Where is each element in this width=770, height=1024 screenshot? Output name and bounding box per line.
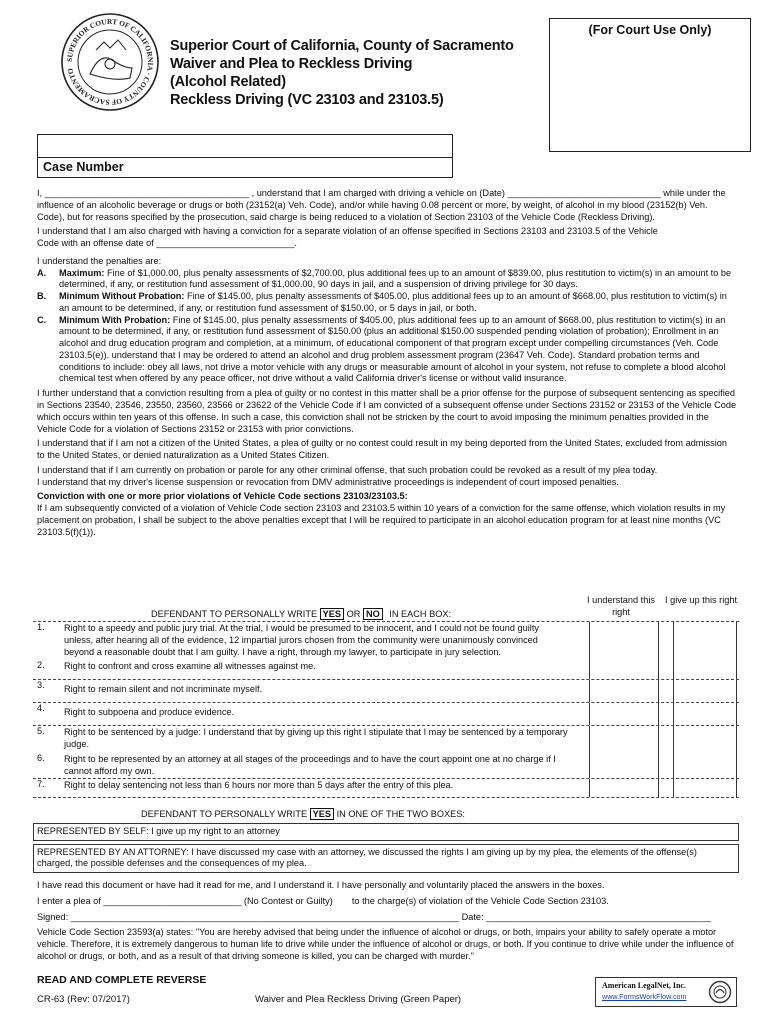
title-alcohol: (Alcohol Related) (170, 73, 286, 90)
rights-table (33, 595, 739, 798)
penalty-minimum-with-probation (37, 315, 737, 386)
right-row (33, 660, 739, 679)
penalties-intro: I understand the penalties are: (37, 255, 162, 266)
penalty-maximum (37, 268, 737, 292)
court-use-label: (For Court Use Only) (588, 23, 712, 37)
represented-by-attorney-box[interactable]: REPRESENTED BY AN ATTORNEY: I have discussed my case with an attorney, we discussed the rights I am giving up by my plea, the elements of the offense(s) charged, the possible defenses and the consequences of my plea. (33, 844, 739, 874)
col-understand-header: I understand this right (587, 595, 655, 617)
title-court: Superior Court of California, County of Sacramento (170, 38, 514, 54)
representation-instruction-text: DEFENDANT TO PERSONALLY WRITE (141, 809, 308, 819)
understand-box[interactable] (589, 726, 659, 753)
right-row (33, 679, 739, 702)
right-number: 4. (37, 703, 45, 713)
title-waiver: Waiver and Plea to Reckless Driving (170, 55, 413, 72)
separate-violation-paragraph: I understand that I am also charged with having a conviction for a separate violation of an offense specified in Sections 23103 and 23103.5 of the Vehicle (37, 226, 658, 237)
rep-yes-label: YES (310, 808, 334, 820)
penalty-minimum-without-probation (37, 291, 737, 315)
right-number: 1. (37, 622, 45, 632)
penalty-b-key: B. (37, 291, 47, 302)
citizenship-paragraph: I understand that if I am not a citizen of the United States, a plea of guilty or no contest could result in my being deported from the United States, excluded from admission to the United States, or denied naturalization as a United States Citizen. (37, 438, 727, 461)
form-name: Waiver and Plea Reckless Driving (Green Paper) (255, 994, 462, 1005)
prior-offense-paragraph: I further understand that a conviction resulting from a plea of guilty or no contest in this matter shall be a prior offense for the purpose of subsequent sentencing as specified in Sections 23540, 23546, 23550, 23560, 23566 or 23622 of the Vehicle Code if I am convicted of a subsequent offense under Sections 23152 or 23153 of the Vehicle Code which occurs within ten years of this offense. In such a case, this conviction shall not be stricken by the court to avoid imposing the minimum penalties provided in the Vehicle Code for a violation of Sections 23152 or 23153 with prior convictions. (37, 388, 737, 434)
rights-instruction-text: DEFENDANT TO PERSONALLY WRITE (151, 609, 318, 619)
giveup-box[interactable] (673, 779, 737, 797)
signature-section (37, 880, 737, 967)
giveup-box[interactable] (673, 660, 737, 679)
right-text: Right to remain silent and not incriminate myself. (64, 684, 263, 694)
title-statute: Reckless Driving (VC 23103 and 23103.5) (170, 91, 444, 108)
right-text: Right to a speedy and public jury trial. At the trial, I would be presumed to be innocent, and I could not be found guilty unless, after hearing all of the evidence, 12 impartial jurors chosen from the community were unanimously convinced beyond a reasonable doubt that I am guilty. I have a right, through my lawyer, to participate in jury selection. (64, 623, 539, 657)
understand-box[interactable] (589, 622, 659, 660)
form-title (170, 38, 540, 110)
offense-date-line: Code with an offense date of ___________________________. (37, 238, 297, 249)
form-body (37, 188, 737, 541)
represented-by-self-box[interactable]: REPRESENTED BY SELF: I give up my right to an attorney (33, 823, 739, 841)
right-row (33, 621, 739, 660)
representation-instruction (33, 809, 739, 821)
right-row (33, 753, 739, 778)
dmv-paragraph: I understand that my driver's license suspension or revocation from DMV administrative proceedings is independent of court imposed penalties. (37, 476, 619, 487)
understand-box[interactable] (589, 753, 659, 778)
right-number: 2. (37, 660, 45, 670)
giveup-box[interactable] (673, 703, 737, 725)
right-number: 3. (37, 680, 45, 690)
giveup-box[interactable] (673, 622, 737, 660)
case-number-label: Case Number (43, 160, 124, 174)
case-number-box[interactable] (37, 134, 453, 178)
penalty-a-label: Maximum: (59, 267, 105, 278)
publisher-emblem-icon (708, 980, 732, 1004)
right-row (33, 778, 739, 798)
understand-box[interactable] (589, 660, 659, 679)
right-row (33, 725, 739, 753)
right-text: Right to be represented by an attorney at all stages of the proceedings and to have the court appoint one at no charge if I cannot afford my own. (64, 754, 556, 776)
right-text: Right to subpoena and produce evidence. (64, 707, 235, 717)
case-number-divider (38, 157, 452, 158)
rights-instruction (151, 609, 451, 621)
rights-header (33, 595, 739, 621)
understand-box[interactable] (589, 680, 659, 702)
or-label: OR (346, 609, 361, 619)
publisher-logo (595, 977, 737, 1007)
giveup-box[interactable] (673, 753, 737, 778)
read-reverse-notice: READ AND COMPLETE REVERSE (37, 974, 207, 986)
yes-box-label: YES (320, 608, 344, 620)
right-number: 5. (37, 726, 45, 736)
penalty-c-text: Fine of $145.00, plus penalty assessments of $405.00, plus additional fees up to an amount of $668.00, plus restitution to victim(s) in an amount to be determined, if any, or restitution fund assessment of $150.00 (plus an additional $150.00 suspended pending violation of probation); Enrollment in an alcohol and drug education program and completion, at a minimum, of educational component of that program except under compelling circumstances (Veh. Code 23103.5(e)). understand that I may be ordered to attend an alcohol and drug problem assessment program (23647 Veh. Code). Standard probation terms and conditions to include: obey all laws, not drive a motor vehicle with any drugs or measurable amount of alcohol in your system, not refuse to complete a blood alcohol chemical test when offered by any peace officer, not drive without a valid California driver's license or without valid insurance. (59, 314, 726, 384)
giveup-box[interactable] (673, 726, 737, 753)
plea-line (37, 896, 737, 908)
prior-violations-heading: Conviction with one or more prior violations of Vehicle Code sections 23103/23103.5: (37, 491, 408, 502)
penalty-b-label: Minimum Without Probation: (59, 291, 185, 302)
court-use-box (549, 18, 751, 152)
signature-line[interactable]: Signed: ____________________________________________________________________________ Date: ____________________________________________ (37, 911, 711, 922)
rights-instruction-suffix: IN EACH BOX: (389, 609, 452, 619)
right-text: Right to delay sentencing not less than 6 hours nor more than 5 days after the entry of this plea. (64, 780, 454, 790)
col-giveup-header: I give up this right (665, 595, 738, 605)
penalty-a-key: A. (37, 267, 47, 278)
penalty-c-label: Minimum With Probation: (59, 314, 171, 325)
form-id: CR-63 (Rev: 07/2017) (37, 994, 130, 1005)
right-row (33, 702, 739, 725)
penalty-b-text: Fine of $145.00, plus penalty assessments of $405.00, plus additional fees up to an amount of $668.00, plus restitution to victim(s) in an amount to be determined, if any, or restitution fund assessment of $150.00, or 5 days in jail, or both. (59, 291, 727, 313)
understand-box[interactable] (589, 703, 659, 725)
vehicle-code-advisement: Vehicle Code Section 23593(a) states: "You are hereby advised that being under the influence of alcohol or drugs, or both, impairs your ability to safely operate a motor vehicle. Therefore, it is extremely dangerous to human life to drive while under the influence of alcohol or drugs, or both. If you continue to drive while under the influence of alcohol or drugs, or both, and as a result of that driving someone is killed, you can be charged with murder." (37, 927, 734, 961)
plea-charge-text: to the charge(s) of violation of the Vehicle Code Section 23103. (351, 895, 609, 906)
prior-violations-paragraph: If I am subsequently convicted of a violation of Vehicle Code section 23103 and 23103.5 within 10 years of a conviction for the same offense, which violation results in my placement on probation, I shall be subject to the above penalties except that I will be required to participate in an alcohol education program for at least nine months (VC 23103.5(f)(1)). (37, 503, 726, 537)
giveup-box[interactable] (673, 680, 737, 702)
charge-paragraph: I, ________________________________________ , understand that I am charged with driving a vehicle on (Date) ______________________________ while under the influence of an alcoholic beverage or drugs or both (23152(a) Veh. Code), and/or while having 0.08 percent or more, by weight, of alcohol in my blood (23152(b) Veh. Code), but for reasons specified by the prosecution, said charge is being reduced to a violation of Section 23103 of the Vehicle Code (Reckless Driving). (37, 188, 726, 222)
court-seal-icon (60, 12, 160, 112)
no-box-label: NO (363, 608, 383, 620)
representation-section (33, 809, 739, 876)
probation-paragraph: I understand that if I am currently on probation or parole for any other criminal offense, that such probation could be revoked as a result of my plea today. (37, 464, 658, 475)
court-seal (60, 12, 160, 112)
publisher-link[interactable]: www.FormsWorkFlow.com (602, 992, 687, 1001)
seal-text: SUPERIOR COURT OF CALIFORNIA · COUNTY OF SACRAMENTO (64, 16, 156, 108)
understand-box[interactable] (589, 779, 659, 797)
right-text: Right to confront and cross examine all witnesses against me. (64, 661, 316, 671)
publisher-name: American LegalNet, Inc. (602, 981, 686, 990)
right-text: Right to be sentenced by a judge: I understand that by giving up this right I stipulate that I may be sentenced by a temporary judge. (64, 727, 568, 749)
penalty-c-key: C. (37, 314, 47, 325)
right-number: 6. (37, 753, 45, 763)
representation-instruction-suffix: IN ONE OF THE TWO BOXES: (336, 809, 465, 819)
plea-field[interactable]: I enter a plea of ___________________________ (No Contest or Guilty) (37, 895, 333, 906)
penalty-a-text: Fine of $1,000.00, plus penalty assessments of $2,700.00, plus additional fees up to an amount of $839.00, plus restitution to victim(s) in an amount to be determined, if any, or restitution fund assessment of $1,000.00, 90 days in jail, and a suspension of driving privilege for 30 days. (59, 267, 732, 290)
acknowledgement-text: I have read this document or have had it read for me, and I understand it. I have personally and voluntarily placed the answers in the boxes. (37, 880, 605, 890)
right-number: 7. (37, 779, 45, 789)
